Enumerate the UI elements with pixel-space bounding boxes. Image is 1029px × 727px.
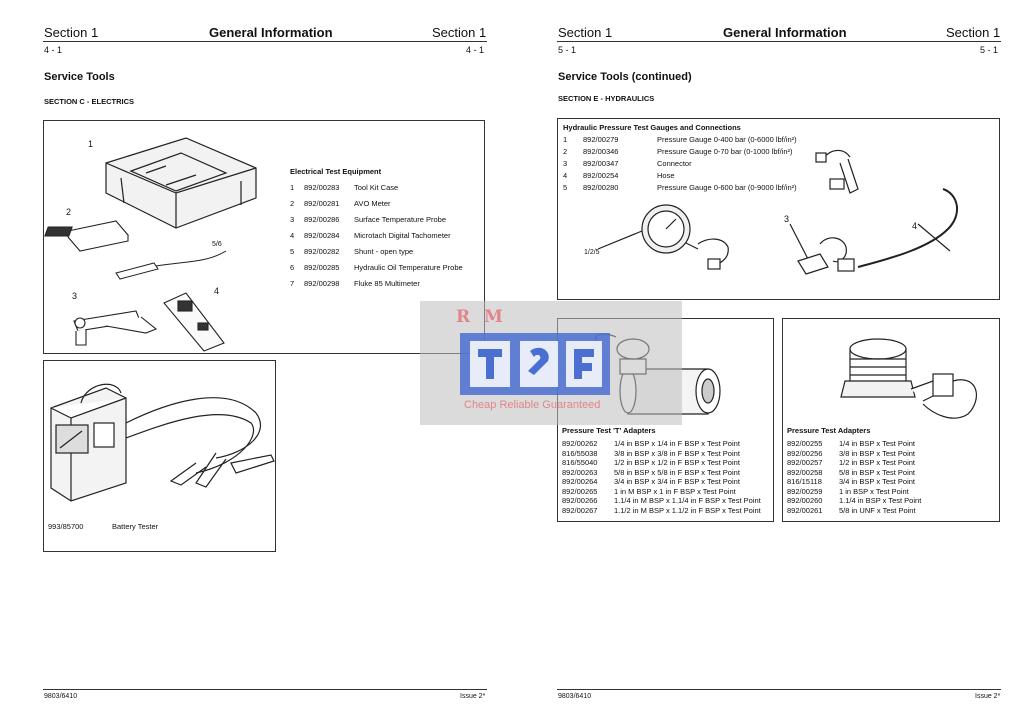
page-number-left: 4 - 1 [44, 45, 63, 55]
header-section-left: Section 1 [558, 25, 613, 40]
adapters-title: Pressure Test Adapters [787, 426, 871, 435]
page-number-left: 5 - 1 [558, 45, 577, 55]
adapter-illustration [783, 319, 998, 429]
section-subheading: SECTION E - HYDRAULICS [558, 94, 655, 103]
electrical-equipment-panel: 1 2 5/6 3 4 Electrical Test Equipment 1 892/00283 Tool Kit Case 2 892/00281 AVO Meter 3 892/00286 Surface Temperature Probe 4 892/00284 Microtach Digital Tachometer 5 892/00282 Shunt - open type 6 892/00285 Hydraulic Oil Temperature Probe 7 892/00298 Fluke 85 Multimeter [43, 120, 485, 354]
header-section-left: Section 1 [44, 25, 99, 40]
footer-doc-number: 9803/6410 [44, 693, 78, 700]
callout-3: 3 [784, 214, 790, 224]
battery-tester-illustration [46, 363, 276, 503]
hydraulic-list-title: Hydraulic Pressure Test Gauges and Connections [563, 123, 741, 132]
callout-1-2-5: 1/2/5 [584, 249, 600, 256]
adapters-panel: Pressure Test Adapters 892/00255 1/4 in BSP x Test Point 892/00256 3/8 in BSP x Test Point 892/00257 1/2 in BSP x Test Point 892/00258 5/8 in BSP x Test Point 816/15118 3/4 in BSP x Test Point 892/00259 1 in BSP x Test Point 892/00260 1.1/4 in BSP x Test Point 892/00261 5/8 in UNF x Test Point [782, 318, 1000, 522]
callout-1: 1 [88, 139, 94, 149]
callout-4: 4 [912, 221, 918, 231]
header-rule [43, 41, 487, 42]
callout-4: 4 [214, 286, 220, 296]
header-section-right: Section 1 [432, 25, 487, 40]
footer-rule [557, 689, 1001, 690]
footer-rule [43, 689, 487, 690]
battery-tester-panel [43, 360, 276, 552]
page-number-right: 4 - 1 [466, 45, 485, 55]
t-adapters-title: Pressure Test 'T' Adapters [562, 426, 656, 435]
watermark-tagline: Cheap Reliable Guaranteed [464, 399, 601, 411]
callout-3: 3 [72, 291, 78, 301]
footer-issue: Issue 2* [975, 693, 1001, 700]
battery-tester-part: 993/85700 [48, 522, 84, 531]
t-adapters-panel: Pressure Test 'T' Adapters 892/00262 1/4 in BSP x 1/4 in F BSP x Test Point 816/55038 3/8 in BSP x 3/8 in F BSP x Test Point 816/55040 1/2 in BSP x 1/2 in F BSP x Test Point 892/00263 5/8 in BSP x 5/8 in F BSP x Test Point 892/00264 3/4 in BSP x 3/4 in F BSP x Test Point 892/00265 1 in M BSP x 1 in F BSP x Test Point 892/00266 1.1/4 in M BSP x 1.1/4 in F BSP x Test Point 892/00267 1.1/2 in M BSP x 1.1/2 in F BSP x Test Point [557, 318, 774, 522]
footer-issue: Issue 2* [460, 693, 486, 700]
watermark [420, 301, 682, 425]
callout-5-6: 5/6 [212, 241, 222, 248]
electrical-tools-illustration [46, 123, 286, 353]
page-number-right: 5 - 1 [980, 45, 999, 55]
header-section-right: Section 1 [946, 25, 1001, 40]
header-rule [557, 41, 1001, 42]
page-heading: Service Tools [44, 71, 115, 83]
footer-doc-number: 9803/6410 [558, 693, 592, 700]
electrical-list-title: Electrical Test Equipment [290, 167, 382, 176]
hydraulic-panel: Hydraulic Pressure Test Gauges and Connections 1 892/00279 Pressure Gauge 0-400 bar (0-6000 lbf/in²) 2 892/00346 Pressure Gauge 0-70 bar (0-1000 lbf/in²) 3 892/00347 Connector 4 892/00254 Hose 5 892/00280 Pressure Gauge 0-600 bar (0-9000 lbf/in²) 1/2/5 3 4 [557, 118, 1000, 300]
hydraulic-illustration [558, 119, 998, 299]
callout-2: 2 [66, 207, 72, 217]
header-title: General Information [209, 25, 333, 40]
section-subheading: SECTION C - ELECTRICS [44, 97, 135, 106]
watermark-logo-icon [460, 327, 620, 397]
page-heading: Service Tools (continued) [558, 71, 692, 83]
header-title: General Information [723, 25, 847, 40]
battery-tester-desc: Battery Tester [112, 522, 159, 531]
watermark-logo-text: R M [456, 307, 507, 327]
